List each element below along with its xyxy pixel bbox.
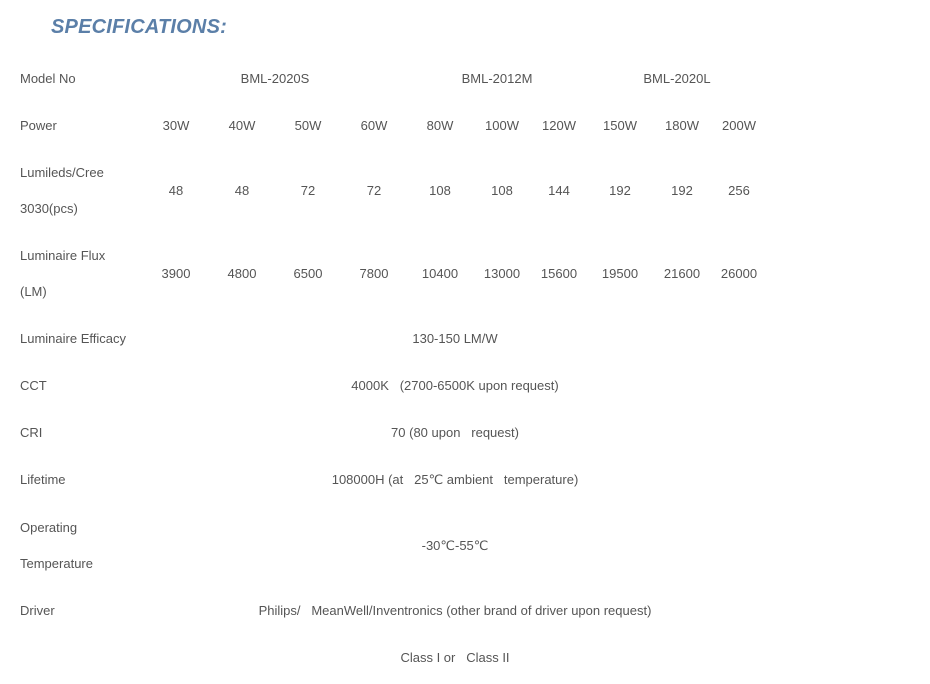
flux-value: 13000 xyxy=(483,266,521,281)
power-value: 80W xyxy=(426,118,454,133)
lifetime-label: Lifetime xyxy=(20,472,66,487)
power-label: Power xyxy=(20,118,57,133)
model-value: BML-2020S xyxy=(240,71,310,86)
temp-label-line2: Temperature xyxy=(20,556,93,571)
cct-label: CCT xyxy=(20,378,47,393)
temp-label-line1: Operating xyxy=(20,520,78,535)
model-value: BML-2012M xyxy=(461,71,533,86)
flux-value: 7800 xyxy=(359,266,389,281)
flux-value: 21600 xyxy=(663,266,701,281)
leds-value: 192 xyxy=(609,183,631,198)
leds-value: 108 xyxy=(491,183,513,198)
flux-label-line1: Luminaire Flux xyxy=(20,248,106,263)
flux-value: 6500 xyxy=(293,266,323,281)
flux-value: 19500 xyxy=(601,266,639,281)
leds-label-line2: 3030(pcs) xyxy=(20,201,78,216)
efficacy-value: 130-150 LM/W xyxy=(412,331,498,346)
leds-value: 48 xyxy=(234,183,250,198)
temp-value: -30℃-55℃ xyxy=(421,538,489,553)
flux-value: 3900 xyxy=(161,266,191,281)
leds-value: 72 xyxy=(300,183,316,198)
model-value: BML-2020L xyxy=(643,71,711,86)
page-heading: SPECIFICATIONS: xyxy=(51,16,227,38)
leds-value: 256 xyxy=(728,183,750,198)
cct-value: 4000K (2700-6500K upon request) xyxy=(351,378,559,393)
cri-value: 70 (80 upon request) xyxy=(391,425,519,440)
flux-value: 4800 xyxy=(227,266,257,281)
driver-value: Philips/ MeanWell/Inventronics (other brand of driver upon request) xyxy=(258,603,652,618)
leds-value: 144 xyxy=(548,183,570,198)
power-value: 100W xyxy=(485,118,519,133)
efficacy-label: Luminaire Efficacy xyxy=(20,331,126,346)
power-value: 150W xyxy=(603,118,637,133)
leds-value: 192 xyxy=(671,183,693,198)
lifetime-value: 108000H (at 25℃ ambient temperature) xyxy=(331,472,579,487)
leds-value: 48 xyxy=(168,183,184,198)
power-value: 60W xyxy=(360,118,388,133)
leds-label-line1: Lumileds/Cree xyxy=(20,165,104,180)
power-value: 120W xyxy=(542,118,576,133)
model-no-label: Model No xyxy=(20,71,76,86)
flux-label-line2: (LM) xyxy=(20,284,47,299)
flux-value: 26000 xyxy=(720,266,758,281)
power-value: 50W xyxy=(294,118,322,133)
leds-value: 108 xyxy=(429,183,451,198)
flux-value: 10400 xyxy=(421,266,459,281)
flux-value: 15600 xyxy=(540,266,578,281)
power-value: 180W xyxy=(665,118,699,133)
power-value: 200W xyxy=(722,118,756,133)
leds-value: 72 xyxy=(366,183,382,198)
cri-label: CRI xyxy=(20,425,43,440)
class-value: Class I or Class II xyxy=(400,650,510,665)
power-value: 30W xyxy=(162,118,190,133)
driver-label: Driver xyxy=(20,603,55,618)
power-value: 40W xyxy=(228,118,256,133)
